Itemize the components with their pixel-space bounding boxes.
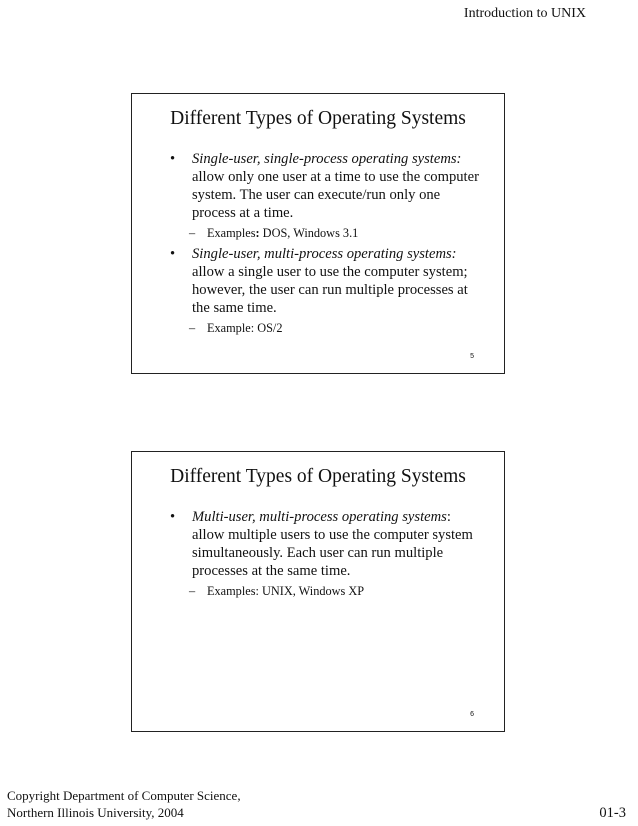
bullet-lead-suffix: :: [446, 509, 451, 525]
bullet-list: [165, 150, 484, 340]
document-header-title: Introduction to UNIX: [463, 6, 586, 21]
footer-line: Copyright Department of Computer Science,: [7, 788, 241, 803]
bullet-icon: •: [170, 151, 176, 167]
sub-bullet-item: [165, 583, 484, 599]
bullet-icon: •: [170, 246, 176, 262]
sub-bullet-text: UNIX, Windows XP: [258, 584, 365, 598]
dash-icon: –: [189, 321, 196, 335]
sub-bullet-separator: :: [255, 226, 260, 240]
sub-bullet-prefix: Example: [207, 321, 251, 335]
sub-bullet-separator: :: [250, 321, 255, 335]
bullet-lead: Single-user, single-process operating systems:: [192, 151, 462, 167]
sub-bullet-text: OS/2: [254, 321, 283, 335]
slide-number: 5: [470, 353, 474, 360]
bullet-body: allow a single user to use the computer system; however, the user can run multiple processes at the same time.: [192, 264, 468, 316]
sub-bullet-item: [165, 225, 484, 241]
slide-6: [131, 451, 505, 732]
copyright-footer: [7, 787, 241, 821]
dash-icon: –: [189, 584, 196, 598]
bullet-lead: Single-user, multi-process operating systems:: [192, 246, 457, 262]
slide-number: 6: [470, 711, 474, 718]
bullet-lead: Multi-user, multi-process operating systems: [192, 509, 447, 525]
page-number: 01-3: [599, 805, 626, 821]
sub-bullet-item: [165, 320, 484, 336]
bullet-item: [165, 245, 484, 317]
bullet-item: [165, 508, 484, 580]
slide-title: Different Types of Operating Systems: [170, 108, 466, 129]
bullet-body: allow multiple users to use the computer system simultaneously. Each user can run multiple processes at the same time.: [192, 527, 473, 579]
bullet-icon: •: [170, 509, 176, 525]
sub-bullet-prefix: Examples: [207, 226, 256, 240]
sub-bullet-text: DOS, Windows 3.1: [259, 226, 359, 240]
dash-icon: –: [189, 226, 196, 240]
slide-title: Different Types of Operating Systems: [170, 466, 466, 487]
slide-5: [131, 93, 505, 374]
footer-line: Northern Illinois University, 2004: [7, 805, 184, 820]
sub-bullet-separator: :: [255, 584, 259, 598]
bullet-list: [165, 508, 484, 603]
sub-bullet-prefix: Examples: [207, 584, 256, 598]
bullet-body: allow only one user at a time to use the computer system. The user can execute/run only one process at a time.: [192, 169, 479, 221]
bullet-item: [165, 150, 484, 222]
